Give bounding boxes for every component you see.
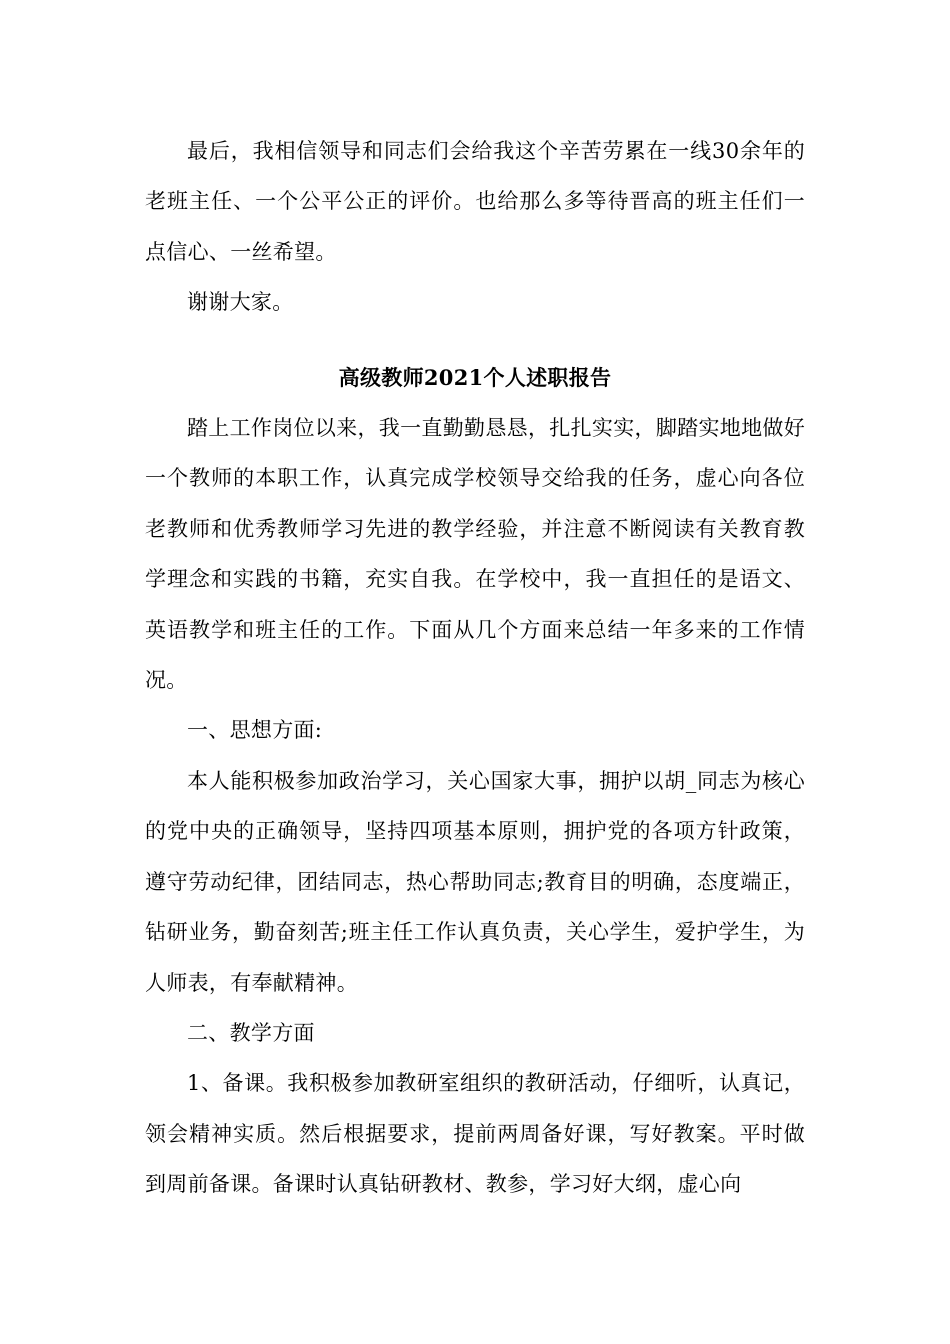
closing-paragraph: 最后，我相信领导和同志们会给我这个辛苦劳累在一线30余年的老班主任、一个公平公正的评价。也给那么多等待晋高的班主任们一点信心、一丝希望。 xyxy=(145,139,805,264)
lesson-prep-paragraph: 1、备课。我积极参加教研室组织的教研活动，仔细听，认真记，领会精神实质。然后根据要求，提前两周备好课，写好教案。平时做到周前备课。备课时认真钻研教材、教参，学习好大纲，虚心向 xyxy=(145,1071,805,1197)
document-page xyxy=(145,126,805,1210)
intro-paragraph: 踏上工作岗位以来，我一直勤勤恳恳，扎扎实实，脚踏实地地做好一个教师的本职工作，认真完成学校领导交给我的任务，虚心向各位老教师和优秀教师学习先进的教学经验，并注意不断阅读有关教育教学理念和实践的书籍，充实自我。在学校中，我一直担任的是语文、英语教学和班主任的工作。下面从几个方面来总结一年多来的工作情况。 xyxy=(145,416,805,693)
section-heading-teaching: 二、教学方面 xyxy=(187,1020,315,1045)
section-heading-ideology: 一、思想方面: xyxy=(187,718,323,743)
ideology-paragraph: 本人能积极参加政治学习，关心国家大事，拥护以胡_同志为核心的党中央的正确领导，坚持四项基本原则，拥护党的各项方针政策，遵守劳动纪律，团结同志，热心帮助同志;教育目的明确，态度端正，钻研业务，勤奋刻苦;班主任工作认真负责，关心学生，爱护学生，为人师表，有奉献精神。 xyxy=(145,768,805,995)
report-title: 高级教师2021个人述职报告 xyxy=(338,364,612,390)
thanks-paragraph: 谢谢大家。 xyxy=(187,290,294,315)
